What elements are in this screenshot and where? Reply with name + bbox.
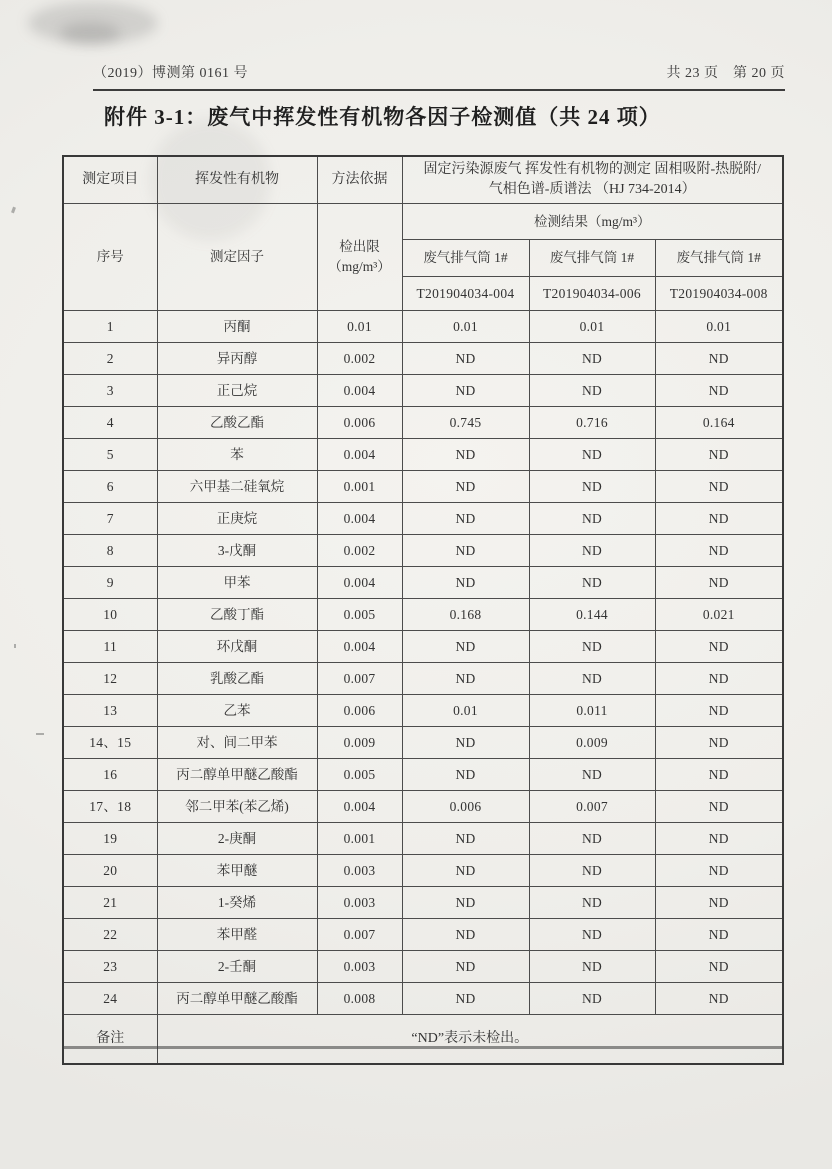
detection-limit-cell: 0.009 xyxy=(317,727,402,759)
row-number-cell: 23 xyxy=(63,951,157,983)
detection-limit-cell: 0.004 xyxy=(317,439,402,471)
table-bottom-border xyxy=(62,1046,783,1049)
result-cell: ND xyxy=(655,503,783,535)
factor-cell: 丙酮 xyxy=(157,311,317,343)
factor-cell: 正己烷 xyxy=(157,375,317,407)
result-cell: 0.01 xyxy=(402,695,529,727)
result-cell: ND xyxy=(529,887,655,919)
result-cell: ND xyxy=(529,439,655,471)
result-cell: ND xyxy=(655,951,783,983)
factor-cell: 对、间二甲苯 xyxy=(157,727,317,759)
result-cell: ND xyxy=(529,823,655,855)
result-cell: 0.011 xyxy=(529,695,655,727)
header-stack-cell: 废气排气筒 1# xyxy=(655,240,783,277)
table-row xyxy=(63,503,783,535)
result-cell: 0.01 xyxy=(655,311,783,343)
table-row xyxy=(63,663,783,695)
table-row xyxy=(63,759,783,791)
result-cell: ND xyxy=(655,631,783,663)
result-cell: 0.144 xyxy=(529,599,655,631)
scan-speck xyxy=(36,733,44,735)
result-cell: ND xyxy=(529,535,655,567)
detection-limit-cell: 0.01 xyxy=(317,311,402,343)
table-row xyxy=(63,951,783,983)
factor-cell: 丙二醇单甲醚乙酸酯 xyxy=(157,759,317,791)
result-cell: ND xyxy=(402,535,529,567)
result-cell: ND xyxy=(402,343,529,375)
detection-limit-cell: 0.008 xyxy=(317,983,402,1015)
detection-limit-cell: 0.007 xyxy=(317,663,402,695)
scan-smudge xyxy=(28,2,158,44)
row-number-cell: 22 xyxy=(63,919,157,951)
page-title: 附件 3-1：废气中挥发性有机物各因子检测值（共 24 项） xyxy=(104,105,661,129)
result-cell: ND xyxy=(529,343,655,375)
result-cell: ND xyxy=(402,727,529,759)
row-number-cell: 4 xyxy=(63,407,157,439)
table-row xyxy=(63,983,783,1015)
result-cell: ND xyxy=(655,791,783,823)
result-cell: ND xyxy=(529,503,655,535)
result-cell: ND xyxy=(655,727,783,759)
result-cell: ND xyxy=(655,471,783,503)
result-cell: 0.164 xyxy=(655,407,783,439)
result-cell: 0.01 xyxy=(402,311,529,343)
result-cell: ND xyxy=(402,759,529,791)
header-sample-id-cell: T201904034-008 xyxy=(655,277,783,311)
table-footer xyxy=(63,1015,783,1065)
header-no-cell: 序号 xyxy=(63,204,157,311)
detection-limit-cell: 0.004 xyxy=(317,791,402,823)
row-number-cell: 16 xyxy=(63,759,157,791)
row-number-cell: 7 xyxy=(63,503,157,535)
result-cell: ND xyxy=(402,375,529,407)
factor-cell: 环戊酮 xyxy=(157,631,317,663)
table-row xyxy=(63,727,783,759)
result-cell: ND xyxy=(529,951,655,983)
result-cell: ND xyxy=(655,887,783,919)
table-row xyxy=(63,567,783,599)
table-row xyxy=(63,695,783,727)
detection-limit-cell: 0.004 xyxy=(317,567,402,599)
result-cell: ND xyxy=(655,439,783,471)
voc-results-table xyxy=(62,155,784,1065)
row-number-cell: 12 xyxy=(63,663,157,695)
row-number-cell: 20 xyxy=(63,855,157,887)
header-limit-cell: 检出限（mg/m³） xyxy=(317,204,402,311)
result-cell: ND xyxy=(402,567,529,599)
result-cell: 0.745 xyxy=(402,407,529,439)
result-cell: ND xyxy=(402,503,529,535)
result-cell: 0.716 xyxy=(529,407,655,439)
factor-cell: 邻二甲苯(苯乙烯) xyxy=(157,791,317,823)
result-cell: ND xyxy=(529,759,655,791)
detection-limit-cell: 0.001 xyxy=(317,471,402,503)
table-row xyxy=(63,791,783,823)
row-number-cell: 24 xyxy=(63,983,157,1015)
result-cell: ND xyxy=(655,343,783,375)
result-cell: ND xyxy=(529,663,655,695)
table-row xyxy=(63,823,783,855)
result-cell: ND xyxy=(529,567,655,599)
factor-cell: 乳酸乙酯 xyxy=(157,663,317,695)
result-cell: 0.009 xyxy=(529,727,655,759)
table-body xyxy=(63,311,783,1015)
row-number-cell: 8 xyxy=(63,535,157,567)
detection-limit-cell: 0.001 xyxy=(317,823,402,855)
detection-limit-cell: 0.005 xyxy=(317,759,402,791)
header-stack-cell: 废气排气筒 1# xyxy=(529,240,655,277)
header-sample-id-cell: T201904034-006 xyxy=(529,277,655,311)
row-number-cell: 10 xyxy=(63,599,157,631)
result-cell: ND xyxy=(402,951,529,983)
table-row xyxy=(63,535,783,567)
result-cell: ND xyxy=(655,855,783,887)
factor-cell: 2-壬酮 xyxy=(157,951,317,983)
page-number-info: 共 23 页 第 20 页 xyxy=(666,66,785,81)
factor-cell: 苯 xyxy=(157,439,317,471)
factor-cell: 乙酸乙酯 xyxy=(157,407,317,439)
table-row xyxy=(63,599,783,631)
detection-limit-cell: 0.006 xyxy=(317,695,402,727)
header-stack-cell: 废气排气筒 1# xyxy=(402,240,529,277)
row-number-cell: 9 xyxy=(63,567,157,599)
detection-limit-cell: 0.002 xyxy=(317,343,402,375)
row-number-cell: 14、15 xyxy=(63,727,157,759)
result-cell: ND xyxy=(655,567,783,599)
scan-speck xyxy=(11,207,16,214)
table-row xyxy=(63,311,783,343)
table-row xyxy=(63,919,783,951)
factor-cell: 甲苯 xyxy=(157,567,317,599)
result-cell: 0.168 xyxy=(402,599,529,631)
doc-number: （2019）博测第 0161 号 xyxy=(93,66,248,81)
row-number-cell: 1 xyxy=(63,311,157,343)
detection-limit-cell: 0.002 xyxy=(317,535,402,567)
scan-speck xyxy=(14,644,16,648)
result-cell: ND xyxy=(655,823,783,855)
detection-limit-cell: 0.003 xyxy=(317,951,402,983)
table-header xyxy=(63,156,783,311)
result-cell: ND xyxy=(655,663,783,695)
result-cell: ND xyxy=(655,919,783,951)
factor-cell: 3-戊酮 xyxy=(157,535,317,567)
row-number-cell: 11 xyxy=(63,631,157,663)
result-cell: ND xyxy=(529,919,655,951)
remark-text-cell: “ND”表示未检出。 xyxy=(157,1015,783,1065)
factor-cell: 六甲基二硅氧烷 xyxy=(157,471,317,503)
detection-limit-cell: 0.006 xyxy=(317,407,402,439)
table-row xyxy=(63,471,783,503)
row-number-cell: 13 xyxy=(63,695,157,727)
scan-smudge xyxy=(60,22,120,44)
header-method-label-cell: 方法依据 xyxy=(317,156,402,204)
result-cell: ND xyxy=(655,983,783,1015)
factor-cell: 苯甲醚 xyxy=(157,855,317,887)
factor-cell: 正庚烷 xyxy=(157,503,317,535)
header-item-cell: 测定项目 xyxy=(63,156,157,204)
result-cell: ND xyxy=(655,535,783,567)
row-number-cell: 21 xyxy=(63,887,157,919)
result-cell: 0.021 xyxy=(655,599,783,631)
table-row xyxy=(63,855,783,887)
table-row xyxy=(63,407,783,439)
factor-cell: 乙酸丁酯 xyxy=(157,599,317,631)
result-cell: ND xyxy=(402,823,529,855)
table-row xyxy=(63,887,783,919)
result-cell: ND xyxy=(402,983,529,1015)
row-number-cell: 2 xyxy=(63,343,157,375)
row-number-cell: 19 xyxy=(63,823,157,855)
factor-cell: 异丙醇 xyxy=(157,343,317,375)
result-cell: ND xyxy=(529,631,655,663)
result-cell: ND xyxy=(529,471,655,503)
table-row xyxy=(63,375,783,407)
remark-label-cell: 备注 xyxy=(63,1015,157,1065)
factor-cell: 1-癸烯 xyxy=(157,887,317,919)
page-header xyxy=(93,52,785,91)
result-cell: ND xyxy=(529,983,655,1015)
header-result-title-cell: 检测结果（mg/m³） xyxy=(402,204,783,240)
factor-cell: 乙苯 xyxy=(157,695,317,727)
row-number-cell: 3 xyxy=(63,375,157,407)
result-cell: ND xyxy=(402,855,529,887)
row-number-cell: 6 xyxy=(63,471,157,503)
result-cell: ND xyxy=(655,695,783,727)
result-cell: ND xyxy=(529,855,655,887)
result-cell: ND xyxy=(529,375,655,407)
detection-limit-cell: 0.004 xyxy=(317,631,402,663)
result-cell: ND xyxy=(402,919,529,951)
factor-cell: 2-庚酮 xyxy=(157,823,317,855)
result-cell: ND xyxy=(655,375,783,407)
table-row xyxy=(63,439,783,471)
result-cell: 0.007 xyxy=(529,791,655,823)
table-row xyxy=(63,343,783,375)
result-cell: 0.01 xyxy=(529,311,655,343)
detection-limit-cell: 0.005 xyxy=(317,599,402,631)
result-cell: ND xyxy=(655,759,783,791)
detection-limit-cell: 0.003 xyxy=(317,855,402,887)
row-number-cell: 5 xyxy=(63,439,157,471)
remark-row xyxy=(63,1015,783,1065)
detection-limit-cell: 0.004 xyxy=(317,375,402,407)
header-voc-cell: 挥发性有机物 xyxy=(157,156,317,204)
table-row xyxy=(63,631,783,663)
factor-cell: 丙二醇单甲醚乙酸酯 xyxy=(157,983,317,1015)
header-method-text-cell: 固定污染源废气 挥发性有机物的测定 固相吸附-热脱附/ 气相色谱-质谱法 （HJ 734-2014） xyxy=(402,156,783,204)
detection-limit-cell: 0.003 xyxy=(317,887,402,919)
header-factor-cell: 测定因子 xyxy=(157,204,317,311)
result-cell: ND xyxy=(402,471,529,503)
result-cell: ND xyxy=(402,439,529,471)
row-number-cell: 17、18 xyxy=(63,791,157,823)
result-cell: 0.006 xyxy=(402,791,529,823)
detection-limit-cell: 0.007 xyxy=(317,919,402,951)
result-cell: ND xyxy=(402,631,529,663)
detection-limit-cell: 0.004 xyxy=(317,503,402,535)
header-sample-id-cell: T201904034-004 xyxy=(402,277,529,311)
factor-cell: 苯甲醛 xyxy=(157,919,317,951)
result-cell: ND xyxy=(402,663,529,695)
result-cell: ND xyxy=(402,887,529,919)
